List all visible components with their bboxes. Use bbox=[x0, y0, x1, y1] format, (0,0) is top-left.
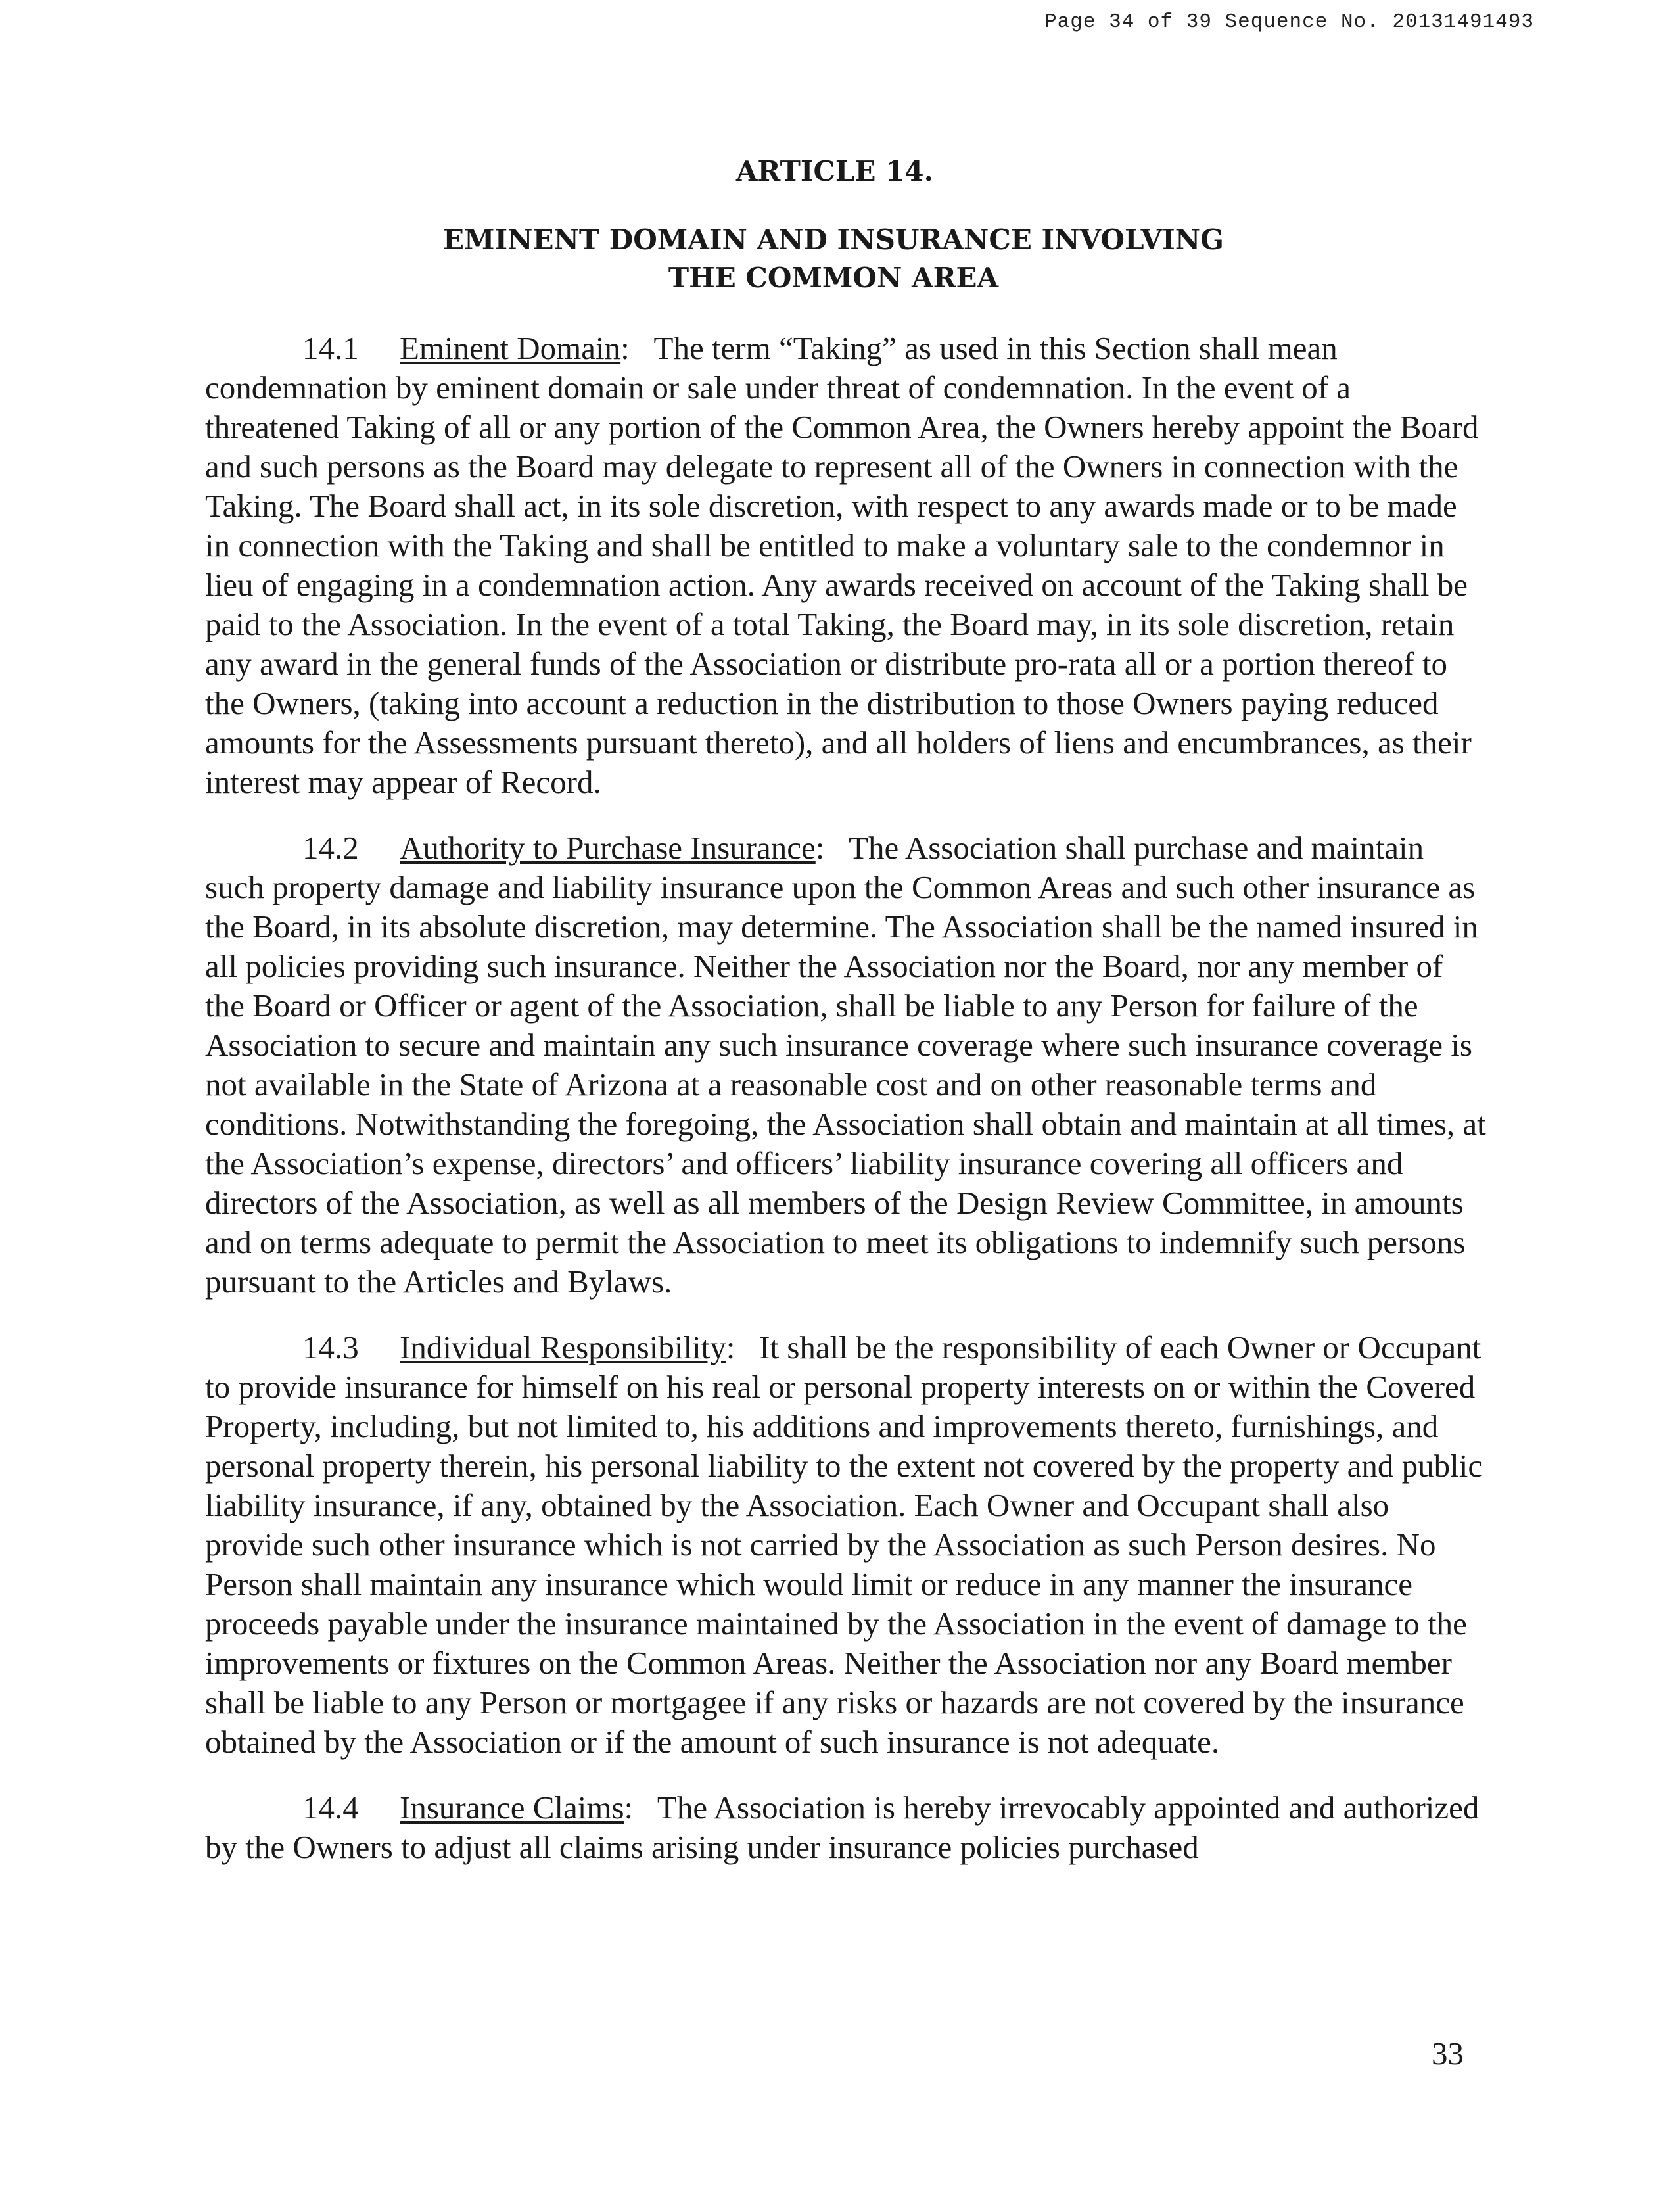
page-sequence-stamp: Page 34 of 39 Sequence No. 20131491493 bbox=[1044, 11, 1534, 34]
section-14-2: 14.2 Authority to Purchase Insurance: The Association shall purchase and maintain such property damage and liability insurance upon the Common Areas and such other insurance as the Board, in its absolute discretion, may determine. The Association shall be the named insured in all policies providing such insurance. Neither the Association nor the Board, nor any member of the Board or Officer or agent of the Association, shall be liable to any Person for failure of the Association to secure and maintain any such insurance coverage where such insurance coverage is not available in the State of Arizona at a reasonable cost and on other reasonable terms and conditions. Notwithstanding the foregoing, the Association shall obtain and maintain at all times, at the Association’s expense, directors’ and officers’ liability insurance covering all officers and directors of the Association, as well as all members of the Design Review Committee, in amounts and on terms adequate to permit the Association to meet its obligations to indemnify such persons pursuant to the Articles and Bylaws. bbox=[205, 830, 1486, 1300]
section-text: It shall be the responsibility of each Owner or Occupant to provide insurance for himself on his real or personal property interests on or within the Covered Property, including, but not limited to, his additions and improvements thereto, furnishings, and personal property therein, his personal liability to the extent not covered by the property and public liability insurance, if any, obtained by the Association. Each Owner and Occupant shall also provide such other insurance which is not carried by the Association as such Person desires. No Person shall maintain any insurance which would limit or reduce in any manner the insurance proceeds payable under the insurance maintained by the Association in the event of damage to the improvements or fixtures on the Common Areas. Neither the Association nor any Board member shall be liable to any Person or mortgagee if any risks or hazards are not covered by the insurance obtained by the Association or if the amount of such insurance is not adequate. bbox=[205, 1329, 1483, 1760]
section-caption: Insurance Claims bbox=[400, 1789, 624, 1826]
section-caption: Eminent Domain bbox=[400, 330, 621, 366]
section-text: The Association shall purchase and maintain such property damage and liability insurance upon the Common Areas and such other insurance as the Board, in its absolute discretion, may determine. The Association shall be the named insured in all policies providing such insurance. Neither the Association nor the Board, nor any member of the Board or Officer or agent of the Association, shall be liable to any Person for failure of the Association to secure and maintain any such insurance coverage where such insurance coverage is not available in the State of Arizona at a reasonable cost and on other reasonable terms and conditions. Notwithstanding the foregoing, the Association shall obtain and maintain at all times, at the Association’s expense, directors’ and officers’ liability insurance covering all officers and directors of the Association, as well as all members of the Design Review Committee, in amounts and on terms adequate to permit the Association to meet its obligations to indemnify such persons pursuant to the Articles and Bylaws. bbox=[205, 830, 1486, 1300]
section-14-4: 14.4 Insurance Claims: The Association is hereby irrevocably appointed and authorized by the Owners to adjust all claims arising under insurance policies purchased bbox=[205, 1789, 1480, 1865]
page-number: 33 bbox=[1432, 2035, 1464, 2072]
section-number: 14.2 bbox=[302, 830, 359, 866]
section-number: 14.4 bbox=[302, 1789, 359, 1826]
section-text: The Association is hereby irrevocably appointed and authorized by the Owners to adjust all claims arising under insurance policies purchased bbox=[205, 1789, 1480, 1865]
article-title bbox=[0, 221, 1673, 297]
section-14-1: 14.1 Eminent Domain: The term “Taking” as used in this Section shall mean condemnation by eminent domain or sale under threat of condemnation. In the event of a threatened Taking of all or any portion of the Common Area, the Owners hereby appoint the Board and such persons as the Board may delegate to represent all of the Owners in connection with the Taking. The Board shall act, in its sole discretion, with respect to any awards made or to be made in connection with the Taking and shall be entitled to make a voluntary sale to the condemnor in lieu of engaging in a condemnation action. Any awards received on account of the Taking shall be paid to the Association. In the event of a total Taking, the Board may, in its sole discretion, retain any award in the general funds of the Association or distribute pro-rata all or a portion thereof to the Owners, (taking into account a reduction in the distribution to those Owners paying reduced amounts for the Assessments pursuant thereto), and all holders of liens and encumbrances, as their interest may appear of Record. bbox=[205, 330, 1479, 800]
article-body bbox=[205, 329, 1487, 1893]
section-text: The term “Taking” as used in this Section shall mean condemnation by eminent domain or sale under threat of condemnation. In the event of a threatened Taking of all or any portion of the Common Area, the Owners hereby appoint the Board and such persons as the Board may delegate to represent all of the Owners in connection with the Taking. The Board shall act, in its sole discretion, with respect to any awards made or to be made in connection with the Taking and shall be entitled to make a voluntary sale to the condemnor in lieu of engaging in a condemnation action. Any awards received on account of the Taking shall be paid to the Association. In the event of a total Taking, the Board may, in its sole discretion, retain any award in the general funds of the Association or distribute pro-rata all or a portion thereof to the Owners, (taking into account a reduction in the distribution to those Owners paying reduced amounts for the Assessments pursuant thereto), and all holders of liens and encumbrances, as their interest may appear of Record. bbox=[205, 330, 1479, 800]
section-caption: Individual Responsibility bbox=[400, 1329, 726, 1365]
section-number: 14.3 bbox=[302, 1329, 359, 1365]
section-caption: Authority to Purchase Insurance bbox=[400, 830, 816, 866]
article-title-line-2: THE COMMON AREA bbox=[668, 262, 999, 294]
section-number: 14.1 bbox=[302, 330, 359, 366]
article-number: ARTICLE 14. bbox=[735, 155, 934, 187]
section-14-3: 14.3 Individual Responsibility: It shall be the responsibility of each Owner or Occupant to provide insurance for himself on his real or personal property interests on or within the Covered Property, including, but not limited to, his additions and improvements thereto, furnishings, and personal property therein, his personal liability to the extent not covered by the property and public liability insurance, if any, obtained by the Association. Each Owner and Occupant shall also provide such other insurance which is not carried by the Association as such Person desires. No Person shall maintain any insurance which would limit or reduce in any manner the insurance proceeds payable under the insurance maintained by the Association in the event of damage to the improvements or fixtures on the Common Areas. Neither the Association nor any Board member shall be liable to any Person or mortgagee if any risks or hazards are not covered by the insurance obtained by the Association or if the amount of such insurance is not adequate. bbox=[205, 1329, 1483, 1760]
article-title-line-1: EMINENT DOMAIN AND INSURANCE INVOLVING bbox=[442, 224, 1225, 256]
